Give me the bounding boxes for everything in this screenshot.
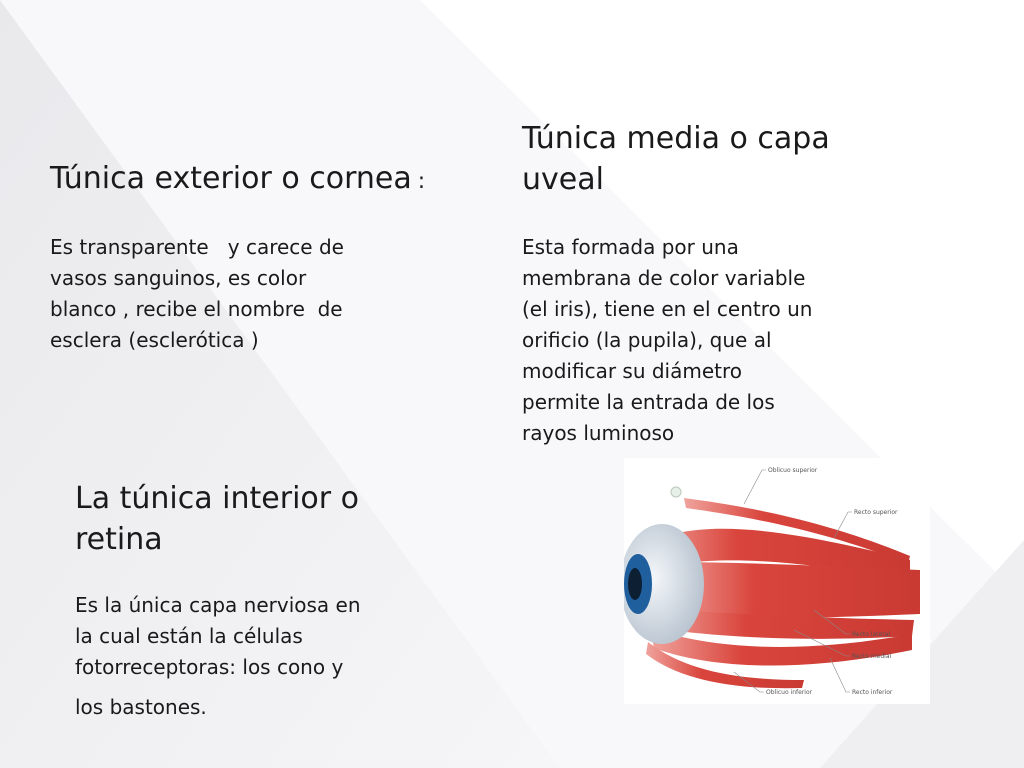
label-inferior-oblique: Oblicuo inferior <box>766 689 813 696</box>
middle-tunic-description-line: (el iris), tiene en el centro un <box>522 297 813 321</box>
middle-tunic-section <box>522 118 922 449</box>
label-lateral-rectus: Recto lateral <box>852 631 891 638</box>
outer-tunic-heading-text: Túnica exterior o cornea <box>50 161 412 196</box>
middle-tunic-heading-line: uveal <box>522 162 604 197</box>
middle-tunic-heading <box>522 118 922 200</box>
inner-tunic-heading-line: La túnica interior o <box>75 481 359 516</box>
outer-tunic-description <box>50 232 450 356</box>
label-medial-rectus: Recto medial <box>852 653 892 660</box>
label-superior-oblique: Oblicuo superior <box>768 467 818 474</box>
outer-tunic-heading-colon: : <box>417 169 426 194</box>
middle-tunic-description-line: membrana de color variable <box>522 266 806 290</box>
inner-tunic-section <box>75 478 475 723</box>
outer-tunic-section <box>50 158 450 356</box>
inner-tunic-description-line: fotorreceptoras: los cono y <box>75 655 344 679</box>
eye-muscles-icon <box>624 458 930 704</box>
inner-tunic-description-line: los bastones. <box>75 695 207 719</box>
middle-tunic-description-line: permite la entrada de los <box>522 390 775 414</box>
middle-tunic-description-line: orificio (la pupila), que al <box>522 328 772 352</box>
outer-tunic-description-line: Es transparente y carece de <box>50 235 344 259</box>
inner-tunic-description-line: Es la única capa nerviosa en <box>75 593 361 617</box>
middle-tunic-description-line: Esta formada por una <box>522 235 739 259</box>
outer-tunic-heading <box>50 158 450 202</box>
label-inferior-rectus: Recto inferior <box>852 689 893 696</box>
inner-tunic-heading-line: retina <box>75 522 163 557</box>
pupil <box>628 568 642 600</box>
middle-tunic-description-line: rayos luminoso <box>522 421 675 445</box>
eye-muscles-figure <box>624 458 930 704</box>
trochlea <box>671 487 681 497</box>
middle-tunic-description <box>522 232 922 449</box>
outer-tunic-description-line: vasos sanguinos, es color <box>50 266 307 290</box>
label-superior-rectus: Recto superior <box>854 509 898 516</box>
middle-tunic-heading-line: Túnica media o capa <box>522 121 830 156</box>
inner-tunic-description-line: la cual están la células <box>75 624 303 648</box>
middle-tunic-description-line: modificar su diámetro <box>522 359 743 383</box>
inner-tunic-description <box>75 590 475 723</box>
outer-tunic-description-line: blanco , recibe el nombre de <box>50 297 343 321</box>
inner-tunic-heading <box>75 478 475 560</box>
outer-tunic-description-line: esclera (esclerótica ) <box>50 328 259 352</box>
